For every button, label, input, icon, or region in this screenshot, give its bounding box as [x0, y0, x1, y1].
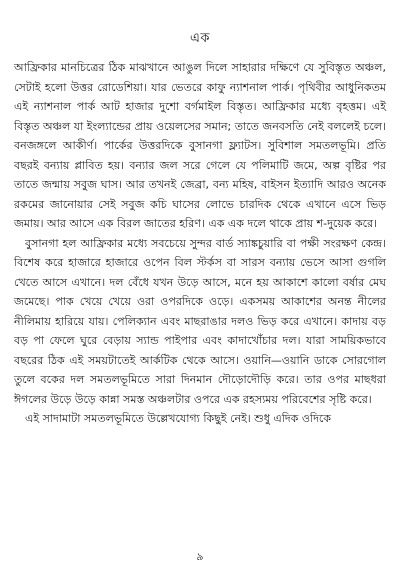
body-text [14, 58, 386, 429]
paragraph-1: আফ্রিকার মানচিত্রের ঠিক মাঝখানে আঙুল দিলে সাহারার দক্ষিণে যে সুবিস্তৃত অঞ্চল, সেটাই হলো উত্তর রোডেশিয়া। যার ভেতরে কাফু ন্যাশনাল পার্ক। পৃথিবীর আধুনিকতম এই ন্যাশনাল পার্ক আট হাজার দুশো বর্গমাইল বিস্তৃত। আফ্রিকার মধ্যে বৃহত্তম। এই বিস্তৃত অঞ্চল যা ইংল্যান্ডের প্রায় ওয়েলসের সমান; তাতে জনবসতি নেই বললেই চলে। বনজঙ্গলে আকীর্ণ। পার্কের উত্তরদিকে বুসানগা ফ্ল্যাটস। সুবিশাল সমতলভূমি। প্রতি বছরই বন্যায় প্লাবিত হয়। বন্যার জল সরে গেলে যে পলিমাটি জমে, অল্প বৃষ্টির পর তাতে জন্মায় সবুজ ঘাস। আর তখনই জেব্রা, বন্য মহিষ, বাইসন ইত্যাদি আরও অনেক রকমের জানোয়ার সেই সবুজ কচি ঘাসের লোভে চারদিক থেকে এখানে এসে ভিড় জমায়। আর আসে এক বিরল জাতের হরিণ। এক এক দলে থাকে প্রায় শ-দুয়েক করে। [14, 61, 386, 230]
chapter-title: এক [190, 31, 210, 46]
paragraph-2: বুসানগা হল আফ্রিকার মধ্যে সবচেয়ে সুন্দর বার্ড স্যাঙ্কচুয়ারি বা পক্ষী সংরক্ষণ কেন্দ্র। বিশেষ করে হাজারে হাজারে ওপেন বিল স্টর্কস বা সারস বন্যায় ভেসে আসা গুগলি খেতে আসে এখানে। দল বেঁধে যখন উড়ে আসে, মনে হয় আকাশে কালো বর্ষার মেঘ জমেছে। পাক খেয়ে খেয়ে ওরা ওপরদিকে ওড়ে। একসময় আকাশের অনন্ত নীলের নীলিমায় হারিয়ে যায়। পেলিক্যান এবং মাছরাঙার দলও ভিড় করে এখানে। কাদায় বড় বড় পা ফেলে ঘুরে বেড়ায় স্যান্ড পাইপার এবং কাদাখোঁচার দল। যারা সাময়িকভাবে বছরের ঠিক এই সময়টাতেই আর্কটিক থেকে আসে। ওয়ানি—ওয়ানি ডাকে সোরগোল তুলে বকের দল সমতলভূমিতে সারা দিনমান দৌড়োদৌড়ি করে। তার ওপর মাছধরা ঈগলের উড়ে উড়ে কান্না সমস্ত অঞ্চলটার ওপরে এক রহস্যময় পরিবেশের সৃষ্টি করে। [14, 236, 386, 406]
page-number: ৯ [196, 550, 204, 563]
paragraph-3: এই সাদামাটা সমতলভূমিতে উল্লেখযোগ্য কিছুই নেই। শুধু এদিক ওদিকে [25, 412, 331, 425]
